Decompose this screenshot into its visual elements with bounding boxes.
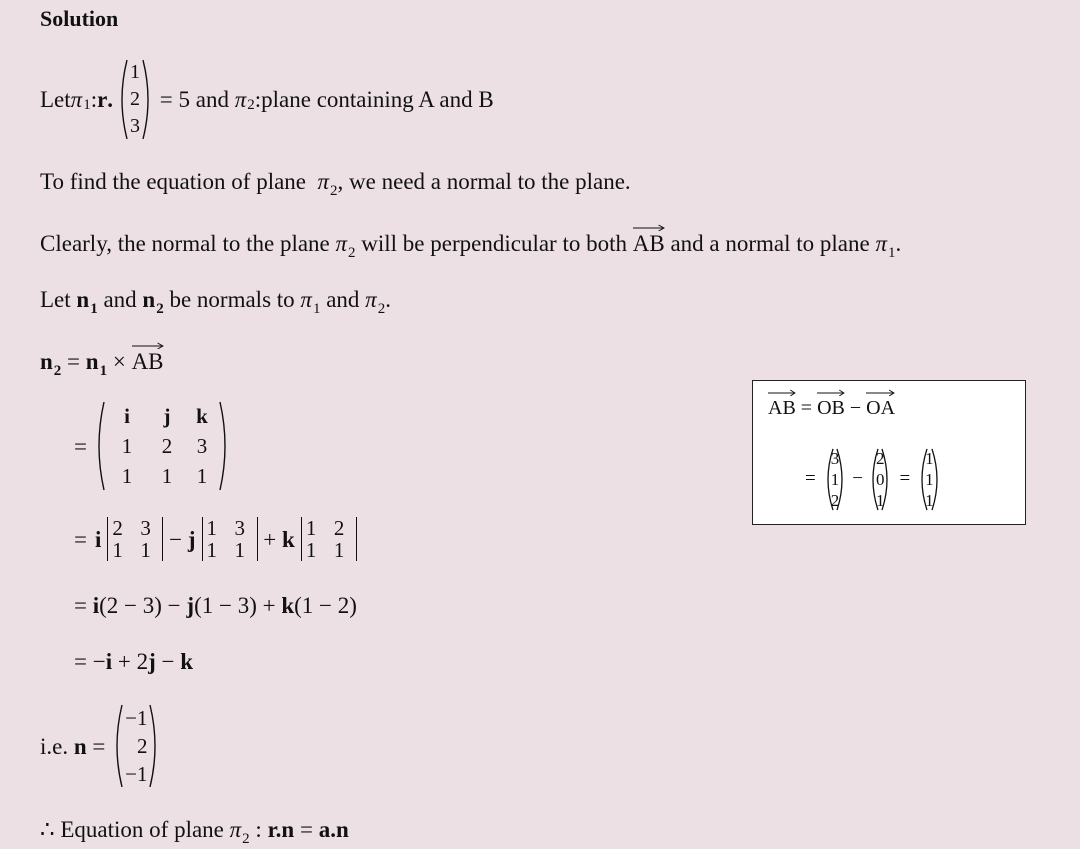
- determinant-2: 1 3 1 1: [202, 517, 258, 561]
- vector-ob-components: 3 1 2: [822, 448, 849, 511]
- ab-difference-line: AB = OB − OA: [768, 397, 895, 420]
- ab-calculation-box: [752, 380, 1026, 525]
- vector-ab-components: 1 1 1: [916, 448, 943, 511]
- cross-product-matrix: i j k 1 2 3 1 1 1: [93, 401, 231, 491]
- line-let-normals: Let $n_1$ and $n_2$ be normals to $\pi_1$ and $\pi_2$.: [40, 287, 391, 317]
- normal-vector-line: i.e. n = −1 2 −1: [40, 704, 161, 788]
- cross-product-matrix-line: = i j k 1 2 3 1 1 1: [74, 400, 231, 492]
- determinant-1: 2 3 1 1: [107, 517, 163, 561]
- normal-vector-n: −1 2 −1: [111, 704, 161, 788]
- ab-vector-calc: = 3 1 2 − 2 0 1 = 1 1 1: [805, 443, 943, 515]
- vector-ab: AB: [132, 350, 164, 373]
- normal-vector-pi1: 1 2 3: [116, 59, 154, 140]
- line-perpendicular: Clearly, the normal to the plane $\pi_2$ will be perpendicular to both AB and a normal to plane $\pi_1$.: [40, 232, 901, 255]
- final-equation-line: ∴ Equation of plane $\pi_2$ : r.n = a.n: [40, 817, 349, 847]
- vector-ob: OB: [817, 397, 845, 420]
- calculation-line: = i(2 − 3) − j(1 − 3) + k(1 − 2): [74, 593, 357, 618]
- line-plane-definitions: Let π 1 : r . 1 2 3 = 5 and π 2 :plane containing A and B: [40, 58, 494, 140]
- vector-ab: AB: [768, 397, 796, 420]
- line-need-normal: To find the equation of plane $\pi_2$, we need a normal to the plane.: [40, 169, 631, 199]
- vector-oa: OA: [866, 397, 895, 420]
- heading: Solution: [40, 6, 119, 31]
- determinant-3: 1 2 1 1: [301, 517, 357, 561]
- line-cross-product: $n_2 = n_1$ × AB: [40, 350, 164, 373]
- result-line: = −i + 2j − k: [74, 649, 194, 674]
- vector-oa-components: 2 0 1: [867, 448, 894, 511]
- vector-ab: AB: [633, 232, 665, 255]
- determinant-expansion: = i 2 3 1 1 − j 1 3 1 1 + k 1 2 1 1: [74, 512, 357, 566]
